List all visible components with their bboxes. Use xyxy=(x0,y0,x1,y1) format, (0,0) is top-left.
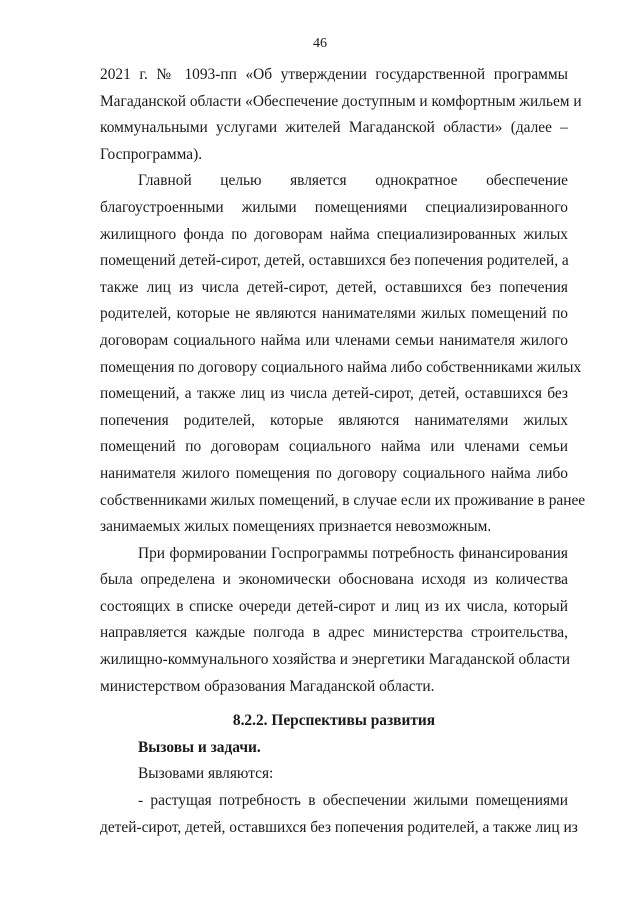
text-line: также лиц из числа детей-сирот, детей, оставшихся без попечения xyxy=(100,278,568,296)
text-line: договорам социального найма или членами семьи нанимателя жилого xyxy=(100,331,568,349)
text-line: нанимателя жилого помещения по договору социального найма либо xyxy=(100,464,568,482)
text-line: благоустроенными жилыми помещениями специализированного xyxy=(100,198,568,216)
text-line: родителей, которые не являются нанимателями жилых помещений по xyxy=(100,305,568,323)
text-line: детей-сирот, детей, оставшихся без попечения родителей, а также лиц из xyxy=(100,818,578,836)
document-body xyxy=(100,62,586,841)
paragraph-goal xyxy=(100,168,586,540)
text-line: министерством образования Магаданской области. xyxy=(100,677,435,695)
text-line: направляется каждые полгода в адрес министерства строительства, xyxy=(100,624,568,642)
paragraph-intro xyxy=(100,62,582,168)
text-line: жилищно-коммунального хозяйства и энергетики Магаданской области xyxy=(100,651,570,669)
paragraph-financing xyxy=(100,541,568,701)
text-line: коммунальными услугами жителей Магаданской области» (далее – xyxy=(100,119,568,137)
paragraph-challenges xyxy=(100,788,578,841)
text-line: попечения родителей, которые являются нанимателями жилых xyxy=(100,411,568,429)
text-line: Главной целью является однократное обеспечение xyxy=(138,172,568,190)
section-subheading: Вызовы и задачи. xyxy=(138,738,261,756)
text-line: жилищного фонда по договорам найма специализированных жилых xyxy=(100,225,568,243)
text-line: Магаданской области «Обеспечение доступным и комфортным жильем и xyxy=(100,92,582,110)
text-line: собственниками жилых помещений, в случае если их проживание в ранее xyxy=(100,491,586,509)
challenges-intro: Вызовами являются: xyxy=(138,765,274,783)
text-line: помещений, а также лиц из числа детей-сирот, детей, оставшихся без xyxy=(100,385,568,403)
text-line: Госпрограмма). xyxy=(100,145,203,163)
text-line: помещений детей-сирот, детей, оставшихся без попечения родителей, а xyxy=(100,252,569,270)
spacer xyxy=(100,700,568,708)
text-line: состоящих в списке очереди детей-сирот и лиц из их числа, который xyxy=(100,597,568,615)
page-number: 46 xyxy=(313,36,327,51)
text-line: помещений по договорам социального найма или членами семьи xyxy=(100,438,568,456)
text-line: - растущая потребность в обеспечении жилыми помещениями xyxy=(138,792,568,810)
section-heading: 8.2.2. Перспективы развития xyxy=(232,712,436,730)
text-line: была определена и экономически обоснована исходя из количества xyxy=(100,571,568,589)
text-line: занимаемых жилых помещениях признается невозможным. xyxy=(100,518,492,536)
text-line: 2021 г. № 1093-пп «Об утверждении государственной программы xyxy=(100,66,568,83)
text-line: При формировании Госпрограммы потребность финансирования xyxy=(138,544,568,562)
text-line: помещения по договору социального найма либо собственниками жилых xyxy=(100,358,582,376)
